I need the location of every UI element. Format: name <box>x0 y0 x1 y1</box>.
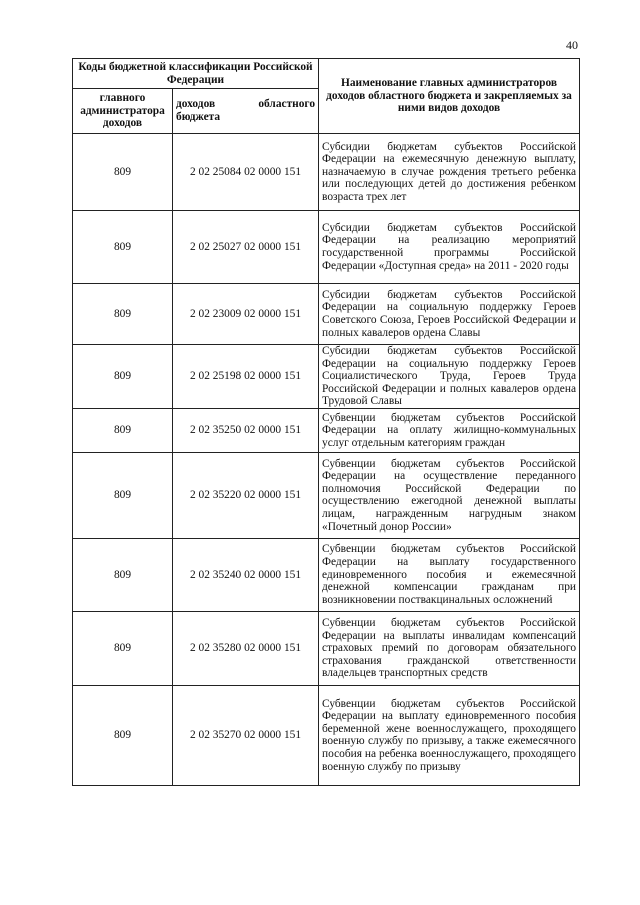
revenue-name-cell: Субсидии бюджетам субъектов Российской Федерации на социальную поддержку Героев Социалистического Труда, Героев Труда Российской Федерации и полных кавалеров ордена Трудовой Славы <box>319 345 580 409</box>
budget-classification-table <box>72 58 580 786</box>
table-row <box>73 284 580 345</box>
admin-code-cell: 809 <box>73 408 173 452</box>
admin-code-cell: 809 <box>73 211 173 284</box>
header-admin-column: главного администратора доходов <box>73 89 173 134</box>
admin-code-cell: 809 <box>73 611 173 685</box>
table-row <box>73 134 580 211</box>
table-row <box>73 345 580 409</box>
header-row <box>73 59 580 89</box>
header-group-title: Коды бюджетной классификации Российской Федерации <box>73 59 319 89</box>
revenue-code-cell: 2 02 35280 02 0000 151 <box>173 611 319 685</box>
revenue-code-cell: 2 02 25027 02 0000 151 <box>173 211 319 284</box>
revenue-code-cell: 2 02 35240 02 0000 151 <box>173 538 319 611</box>
table-row <box>73 211 580 284</box>
revenue-name-cell: Субсидии бюджетам субъектов Российской Федерации на реализацию мероприятий государственной программы Российской Федерации «Доступная среда» на 2011 - 2020 годы <box>319 211 580 284</box>
admin-code-cell: 809 <box>73 685 173 785</box>
revenue-code-cell: 2 02 23009 02 0000 151 <box>173 284 319 345</box>
revenue-code-cell: 2 02 35220 02 0000 151 <box>173 452 319 538</box>
revenue-code-cell: 2 02 25198 02 0000 151 <box>173 345 319 409</box>
revenue-name-cell: Субвенции бюджетам субъектов Российской Федерации на выплату единовременного пособия беременной жене военнослужащего, проходящего военную службу по призыву, а также ежемесячного пособия на ребенка военнослужащего, проходящего военную службу по призыву <box>319 685 580 785</box>
page-number: 40 <box>566 38 578 52</box>
revenue-code-cell: 2 02 25084 02 0000 151 <box>173 134 319 211</box>
header-revenue-line2: бюджета <box>176 111 221 123</box>
revenue-name-cell: Субвенции бюджетам субъектов Российской Федерации на осуществление переданного полномочия Российской Федерации по осуществлению ежегодной денежной выплаты лицам, награжденным нагрудным знаком «Почетный донор России» <box>319 452 580 538</box>
admin-code-cell: 809 <box>73 284 173 345</box>
table-row <box>73 685 580 785</box>
table-row <box>73 611 580 685</box>
admin-code-cell: 809 <box>73 134 173 211</box>
header-revenue-line1 <box>176 98 315 111</box>
admin-code-cell: 809 <box>73 452 173 538</box>
table-row <box>73 538 580 611</box>
revenue-name-cell: Субвенции бюджетам субъектов Российской Федерации на выплату государственного единовременного пособия и ежемесячной денежной компенсации гражданам при возникновении поствакцинальных осложнений <box>319 538 580 611</box>
revenue-name-cell: Субсидии бюджетам субъектов Российской Федерации на социальную поддержку Героев Советского Союза, Героев Российской Федерации и полных кавалеров ордена Славы <box>319 284 580 345</box>
table-row <box>73 408 580 452</box>
revenue-code-cell: 2 02 35270 02 0000 151 <box>173 685 319 785</box>
admin-code-cell: 809 <box>73 345 173 409</box>
revenue-name-cell: Субвенции бюджетам субъектов Российской Федерации на оплату жилищно-коммунальных услуг отдельным категориям граждан <box>319 408 580 452</box>
header-name-column: Наименование главных администраторов доходов областного бюджета и закрепляемых за ними видов доходов <box>319 59 580 134</box>
header-revenue-word2: областного <box>258 98 316 111</box>
table-row <box>73 452 580 538</box>
admin-code-cell: 809 <box>73 538 173 611</box>
revenue-name-cell: Субвенции бюджетам субъектов Российской Федерации на выплаты инвалидам компенсаций страховых премий по договорам обязательного страхования гражданской ответственности владельцев транспортных средств <box>319 611 580 685</box>
revenue-name-cell: Субсидии бюджетам субъектов Российской Федерации на ежемесячную денежную выплату, назначаемую в случае рождения третьего ребенка или последующих детей до достижения ребенком возраста трех лет <box>319 134 580 211</box>
header-revenue-column <box>173 89 319 134</box>
revenue-code-cell: 2 02 35250 02 0000 151 <box>173 408 319 452</box>
header-revenue-word1: доходов <box>176 98 216 111</box>
